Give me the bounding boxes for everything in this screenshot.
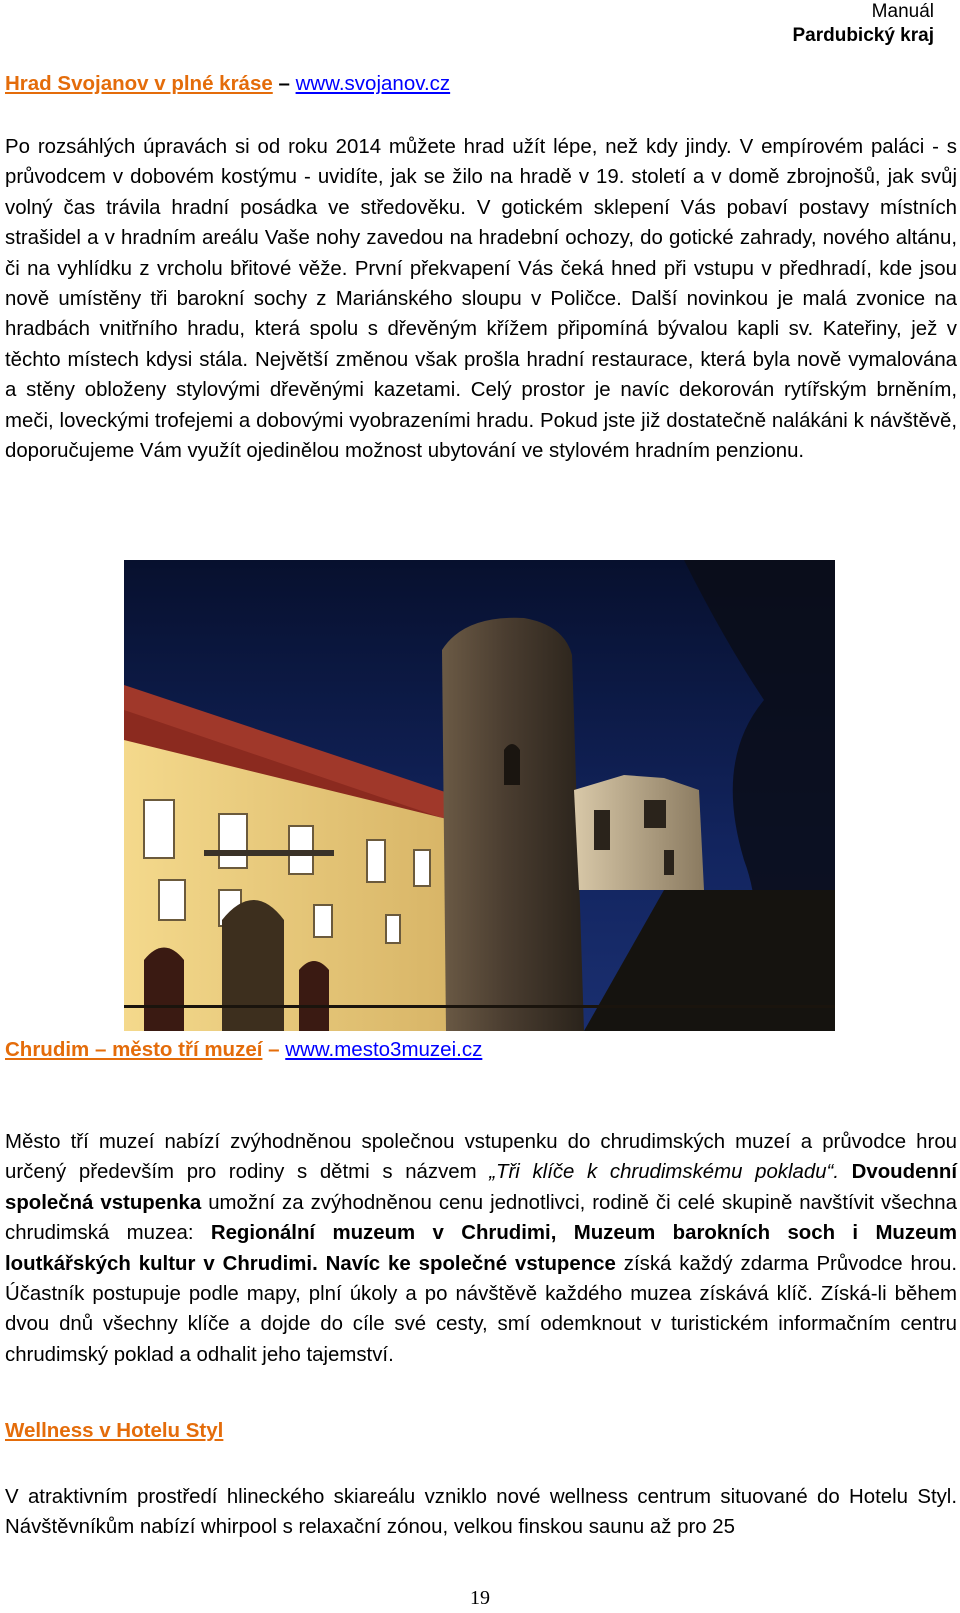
svojanov-link[interactable]: www.svojanov.cz [295,72,451,95]
mesto3muzei-link[interactable]: www.mesto3muzei.cz [285,1038,483,1061]
heading-title: Wellness v Hotelu Styl [5,1419,224,1442]
chrudim-text-b [839,1161,852,1183]
chrudim-text-d: získá každý zdarma Průvodce hrou. Účastník postupuje podle mapy, plní úkoly a po návštěvě každého muzea získává klíč. Získá-li během dvou dnů všechny klíče a dojde do cíle své cesty, smí odemknout v turistickém informačním centru chrudimský poklad a odhalit jeho tajemství. [5,1252,957,1366]
chrudim-museums-list: Regionální muzeum v Chrudimi, Muzeum barokních soch i Muzeum loutkářských kultur v Chrudimi. Navíc ke společné vstupence [5,1222,958,1275]
heading-dash: – [268,1038,280,1061]
section-heading-wellness [5,1417,223,1445]
chrudim-game-name: „Tři klíče k chrudimskému pokladu“. [489,1161,839,1184]
castle-photo [124,560,835,1031]
heading-dash: – [278,72,290,95]
chrudim-text-c: umožní za zvýhodněnou cenu jednotlivci, rodině či celé skupině navštívit všechna chrudimská muzea: [5,1191,957,1245]
header-region: Pardubický kraj [792,25,934,46]
svojanov-paragraph: Po rozsáhlých úpravách si od roku 2014 můžete hrad užít lépe, než kdy jindy. V empírovém paláci - s průvodcem v dobovém kostýmu - uvidíte, jak se žilo na hradě v 19. století a v domě zbrojnošů, jak svůj volný čas trávila hradní posádka ve středověku. V gotickém sklepení Vás pobaví postavy místních strašidel a v hradním areálu Vaše nohy zavedou na hradební ochozy, do gotické zahrady, nového altánu, či na vyhlídku z vrcholu břitové věže. První překvapení Vás čeká hned při vstupu v předhradí, kde jsou nově umístěny tři barokní sochy z Mariánského sloupu v Poličce. Další novinkou je malá zvonice na hradbách vnitřního hradu, která spolu s dřevěným křížem připomíná bývalou kapli sv. Kateřiny, jež v těchto místech kdysi stála. Největší změnou však prošla hradní restaurace, která byla nově vymalována a stěny obloženy stylovými dřevěnými kazetami. Celý prostor je navíc dekorován rytířským brněním, meči, loveckými trofejemi a dobovými vyobrazeními hradu. Pokud jste již dostatečně nalákáni k návštěvě, doporučujeme Vám využít ojedinělou možnost ubytování ve stylovém hradním penzionu. [5,136,957,463]
page-header [792,0,934,48]
heading-title: Chrudim – město tří muzeí [5,1038,263,1061]
header-manual: Manuál [871,1,934,22]
heading-title: Hrad Svojanov v plné kráse [5,72,273,95]
section-heading-svojanov [5,70,450,98]
wellness-paragraph: V atraktivním prostředí hlineckého skiareálu vzniklo nové wellness centrum situované do Hotelu Styl. Návštěvníkům nabízí whirpool s relaxační zónou, velkou finskou saunu až pro 25 [5,1486,957,1539]
chrudim-paragraph [5,1127,957,1370]
section-heading-chrudim [5,1036,482,1064]
page-number: 19 [470,1587,490,1609]
chrudim-ticket-name: Dvoudenní společná vstupenka [5,1161,958,1214]
chrudim-text-a: Město tří muzeí nabízí zvýhodněnou společnou vstupenku do chrudimských muzeí a průvodce hrou určený především pro rodiny s dětmi s názvem [5,1131,957,1184]
